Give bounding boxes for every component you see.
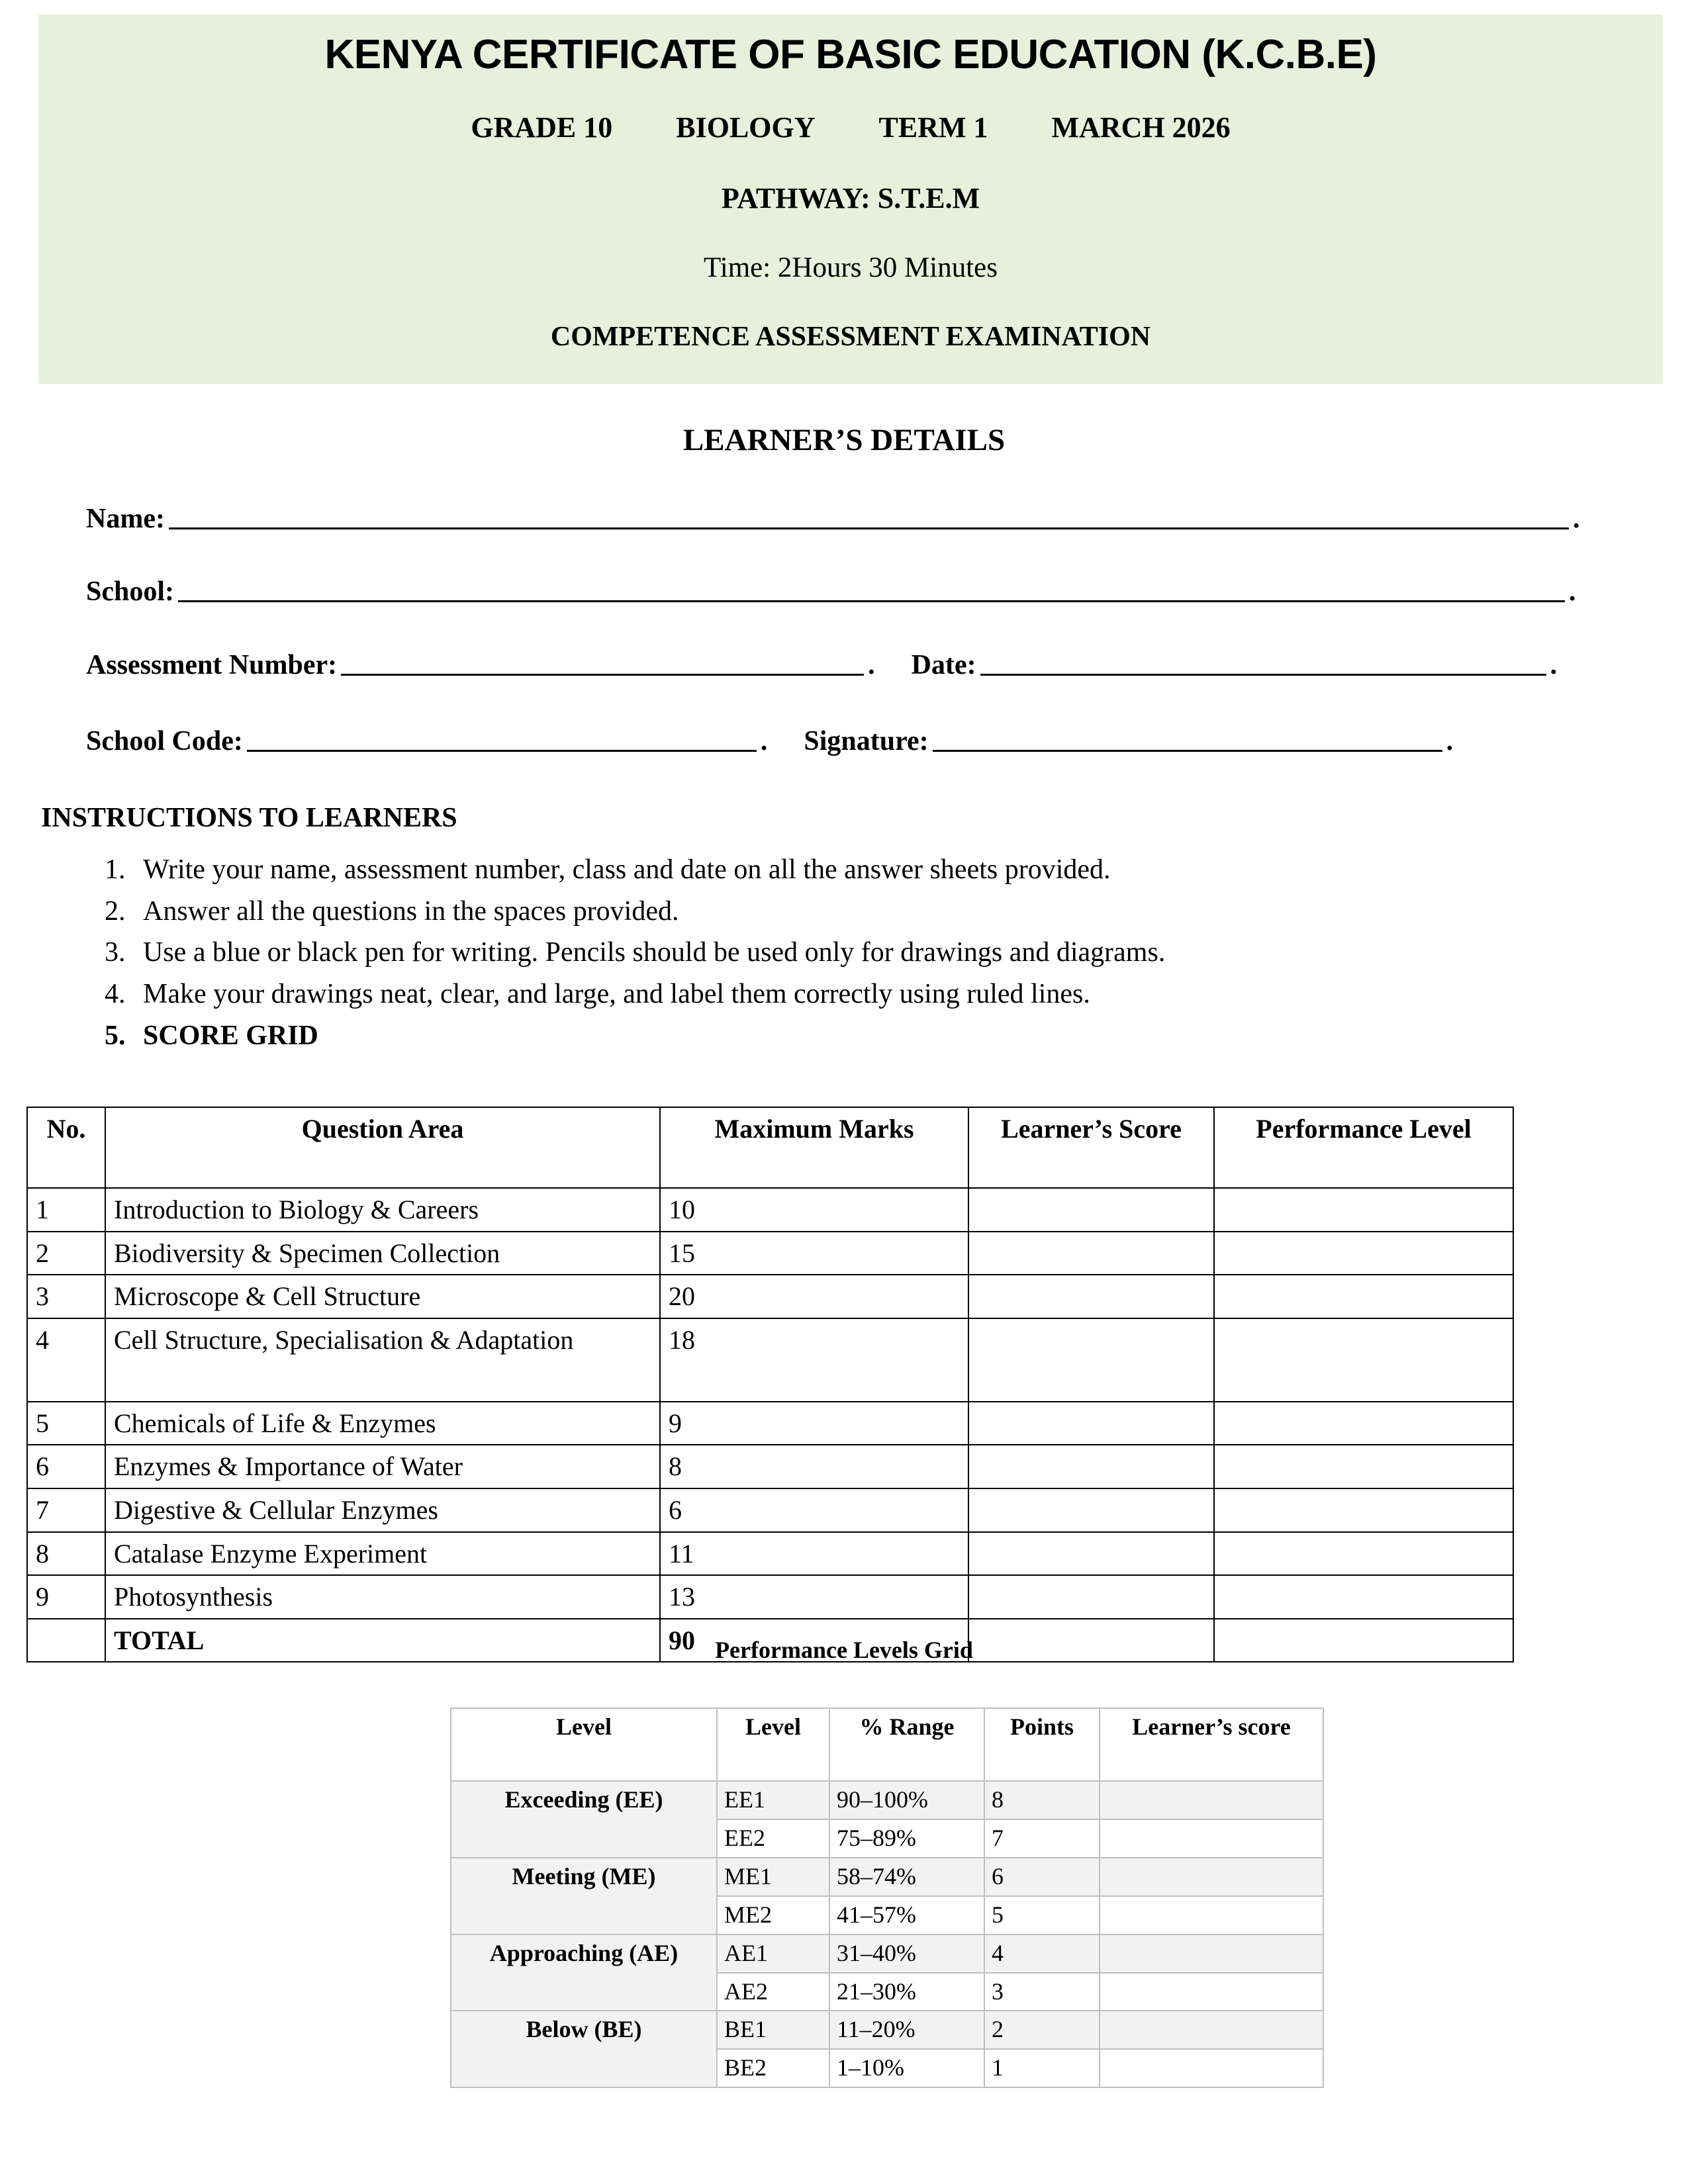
- row-performance-level[interactable]: [1214, 1532, 1513, 1576]
- row-learners-score[interactable]: [968, 1445, 1214, 1488]
- row-question-area: Biodiversity & Specimen Collection: [105, 1232, 660, 1275]
- perf-learners-score[interactable]: [1100, 2049, 1323, 2087]
- score-grid-header-question-area: Question Area: [105, 1107, 660, 1188]
- school-label: School:: [86, 576, 175, 607]
- row-learners-score[interactable]: [968, 1318, 1214, 1402]
- perf-row: [451, 1934, 1323, 1973]
- instruction-item-score-grid: 5. SCORE GRID: [132, 1020, 1589, 1052]
- row-performance-level[interactable]: [1214, 1318, 1513, 1402]
- school-period: .: [1569, 576, 1576, 607]
- perf-level-group: Exceeding (EE): [451, 1781, 717, 1858]
- perf-points: 6: [984, 1858, 1100, 1896]
- school-input[interactable]: [178, 574, 1565, 602]
- row-question-area: Chemicals of Life & Enzymes: [105, 1402, 660, 1445]
- term-label: TERM 1: [878, 111, 988, 144]
- row-no: 8: [27, 1532, 105, 1576]
- row-no: 1: [27, 1188, 105, 1232]
- row-no: 2: [27, 1232, 105, 1275]
- instructions-list: [86, 854, 1589, 1062]
- name-field-row: [86, 501, 1628, 535]
- row-maximum-marks: 6: [660, 1488, 968, 1532]
- row-performance-level[interactable]: [1214, 1575, 1513, 1619]
- perf-points: 5: [984, 1896, 1100, 1934]
- perf-learners-score[interactable]: [1100, 2011, 1323, 2049]
- assessment-number-label: Assessment Number:: [86, 650, 338, 680]
- perf-points: 1: [984, 2049, 1100, 2087]
- perf-level-code: AE1: [717, 1934, 829, 1973]
- row-learners-score[interactable]: [968, 1532, 1214, 1576]
- perf-level-code: ME1: [717, 1858, 829, 1896]
- perf-level-code: BE2: [717, 2049, 829, 2087]
- perf-percent-range: 58–74%: [829, 1858, 984, 1896]
- row-question-area: Enzymes & Importance of Water: [105, 1445, 660, 1488]
- name-label: Name:: [86, 504, 165, 534]
- performance-grid-header-row: [451, 1708, 1323, 1781]
- table-row: [27, 1318, 1513, 1402]
- assessment-number-input[interactable]: [341, 647, 864, 676]
- assessment-number-period: .: [868, 650, 875, 680]
- pathway-label: PATHWAY: S.T.E.M: [721, 182, 980, 215]
- score-grid-header-no: No.: [27, 1107, 105, 1188]
- score-grid-header-maximum-marks: Maximum Marks: [660, 1107, 968, 1188]
- date-input[interactable]: [980, 647, 1546, 676]
- signature-colon: :: [919, 726, 929, 756]
- date-label: Date:: [911, 650, 976, 680]
- perf-percent-range: 31–40%: [829, 1934, 984, 1973]
- perf-header-points: Points: [984, 1708, 1100, 1781]
- name-input[interactable]: [169, 501, 1569, 529]
- perf-percent-range: 90–100%: [829, 1781, 984, 1819]
- school-code-signature-row: [86, 723, 1628, 757]
- performance-levels-grid-caption: Performance Levels Grid: [715, 1637, 973, 1663]
- perf-percent-range: 1–10%: [829, 2049, 984, 2087]
- perf-header-level-group: Level: [451, 1708, 717, 1781]
- table-row: [27, 1275, 1513, 1318]
- school-code-input[interactable]: [247, 723, 757, 752]
- row-question-area: Introduction to Biology & Careers: [105, 1188, 660, 1232]
- perf-learners-score[interactable]: [1100, 1934, 1323, 1973]
- row-performance-level[interactable]: [1214, 1188, 1513, 1232]
- table-row: [27, 1488, 1513, 1532]
- perf-points: 8: [984, 1781, 1100, 1819]
- subject-label: BIOLOGY: [676, 111, 816, 144]
- row-maximum-marks: 20: [660, 1275, 968, 1318]
- row-maximum-marks: 9: [660, 1402, 968, 1445]
- signature-period: .: [1446, 726, 1454, 756]
- perf-level-code: ME2: [717, 1896, 829, 1934]
- row-learners-score[interactable]: [968, 1188, 1214, 1232]
- row-no: 6: [27, 1445, 105, 1488]
- perf-level-code: EE2: [717, 1819, 829, 1858]
- perf-points: 4: [984, 1934, 1100, 1973]
- row-question-area: Microscope & Cell Structure: [105, 1275, 660, 1318]
- row-performance-level[interactable]: [1214, 1402, 1513, 1445]
- row-maximum-marks: 11: [660, 1532, 968, 1576]
- perf-percent-range: 21–30%: [829, 1973, 984, 2011]
- perf-learners-score[interactable]: [1100, 1858, 1323, 1896]
- row-no: 4: [27, 1318, 105, 1402]
- row-question-area: Cell Structure, Specialisation & Adaptation: [105, 1318, 660, 1402]
- perf-level-group: Meeting (ME): [451, 1858, 717, 1934]
- perf-level-code: EE1: [717, 1781, 829, 1819]
- row-question-area: Digestive & Cellular Enzymes: [105, 1488, 660, 1532]
- row-learners-score[interactable]: [968, 1575, 1214, 1619]
- row-performance-level[interactable]: [1214, 1445, 1513, 1488]
- row-question-area: Catalase Enzyme Experiment: [105, 1532, 660, 1576]
- row-learners-score[interactable]: [968, 1232, 1214, 1275]
- perf-level-group: Approaching (AE): [451, 1934, 717, 2011]
- perf-header-percent-range: % Range: [829, 1708, 984, 1781]
- signature-label: Signature: [804, 726, 919, 756]
- instruction-item: 2. Answer all the questions in the spaces provided.: [132, 895, 1589, 928]
- score-grid-table: [26, 1107, 1514, 1662]
- school-code-label: School Code:: [86, 726, 243, 756]
- perf-row: [451, 2011, 1323, 2049]
- exam-meta-line: [38, 111, 1663, 144]
- total-label: TOTAL: [105, 1619, 660, 1662]
- learners-details-heading: LEARNER’S DETAILS: [682, 423, 1006, 457]
- perf-learners-score[interactable]: [1100, 1781, 1323, 1819]
- table-row: [27, 1188, 1513, 1232]
- perf-percent-range: 75–89%: [829, 1819, 984, 1858]
- perf-row: [451, 1858, 1323, 1896]
- score-grid-header-row: [27, 1107, 1513, 1188]
- assessment-date-row: [86, 647, 1628, 681]
- perf-points: 3: [984, 1973, 1100, 2011]
- instruction-item: 3. Use a blue or black pen for writing. Pencils should be used only for drawings and diagrams.: [132, 936, 1589, 969]
- score-grid-header-learners-score: Learner’s Score: [968, 1107, 1214, 1188]
- row-maximum-marks: 13: [660, 1575, 968, 1619]
- row-learners-score[interactable]: [968, 1488, 1214, 1532]
- exam-header-band: [38, 15, 1663, 384]
- table-row: [27, 1532, 1513, 1576]
- perf-percent-range: 11–20%: [829, 2011, 984, 2049]
- perf-learners-score[interactable]: [1100, 1896, 1323, 1934]
- row-maximum-marks: 10: [660, 1188, 968, 1232]
- row-performance-level[interactable]: [1214, 1488, 1513, 1532]
- exam-date-label: MARCH 2026: [1051, 111, 1231, 144]
- instruction-item: 4. Make your drawings neat, clear, and large, and label them correctly using ruled lines.: [132, 978, 1589, 1011]
- row-no: 7: [27, 1488, 105, 1532]
- page-title: KENYA CERTIFICATE OF BASIC EDUCATION (K.C.B.E): [324, 32, 1377, 77]
- table-row: [27, 1445, 1513, 1488]
- row-no: 5: [27, 1402, 105, 1445]
- name-period: .: [1572, 504, 1580, 534]
- instructions-heading: INSTRUCTIONS TO LEARNERS: [41, 803, 457, 833]
- row-no: 9: [27, 1575, 105, 1619]
- perf-learners-score[interactable]: [1100, 1973, 1323, 2011]
- perf-points: 7: [984, 1819, 1100, 1858]
- performance-levels-grid-table: [450, 1707, 1324, 2088]
- signature-input[interactable]: [933, 723, 1442, 752]
- perf-row: [451, 1781, 1323, 1819]
- table-row: [27, 1402, 1513, 1445]
- perf-level-code: BE1: [717, 2011, 829, 2049]
- perf-learners-score[interactable]: [1100, 1819, 1323, 1858]
- row-maximum-marks: 18: [660, 1318, 968, 1402]
- row-learners-score[interactable]: [968, 1275, 1214, 1318]
- row-maximum-marks: 8: [660, 1445, 968, 1488]
- perf-points: 2: [984, 2011, 1100, 2049]
- perf-level-group: Below (BE): [451, 2011, 717, 2087]
- school-code-period: .: [760, 726, 768, 756]
- exam-type-label: COMPETENCE ASSESSMENT EXAMINATION: [550, 322, 1151, 353]
- table-row: [27, 1232, 1513, 1275]
- perf-header-level-code: Level: [717, 1708, 829, 1781]
- perf-level-code: AE2: [717, 1973, 829, 2011]
- perf-header-learners-score: Learner’s score: [1100, 1708, 1323, 1781]
- row-question-area: Photosynthesis: [105, 1575, 660, 1619]
- time-allowed-label: Time: 2Hours 30 Minutes: [704, 252, 998, 284]
- perf-percent-range: 41–57%: [829, 1896, 984, 1934]
- row-performance-level[interactable]: [1214, 1275, 1513, 1318]
- row-no: 3: [27, 1275, 105, 1318]
- row-maximum-marks: 15: [660, 1232, 968, 1275]
- total-maximum-marks: 90: [660, 1619, 968, 1662]
- instruction-item: 1. Write your name, assessment number, class and date on all the answer sheets provided.: [132, 854, 1589, 886]
- grade-label: GRADE 10: [471, 111, 613, 144]
- row-learners-score[interactable]: [968, 1402, 1214, 1445]
- score-grid-header-performance-level: Performance Level: [1214, 1107, 1513, 1188]
- table-row: [27, 1575, 1513, 1619]
- date-period: .: [1550, 650, 1558, 680]
- row-performance-level[interactable]: [1214, 1232, 1513, 1275]
- school-field-row: [86, 574, 1628, 608]
